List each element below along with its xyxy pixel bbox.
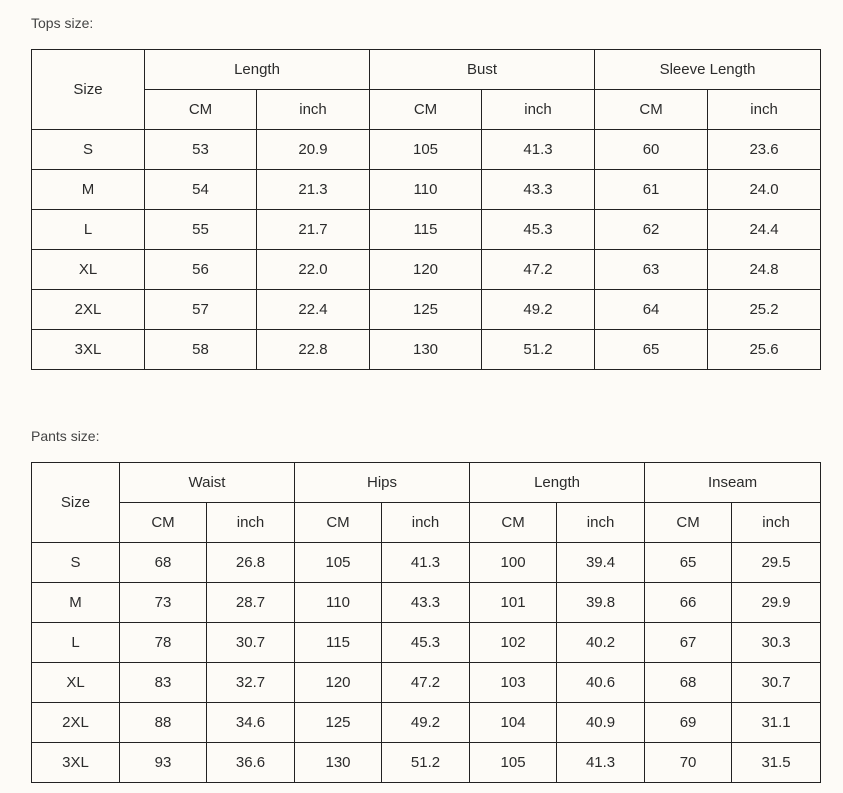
pants-value-cell: 83 [120,663,207,703]
pants-value-cell: 93 [120,743,207,783]
pants-value-cell: 43.3 [382,583,470,623]
pants-size-cell: M [32,583,120,623]
tops-value-cell: 60 [595,130,708,170]
tops-unit-header: inch [257,90,370,130]
tops-table-row [32,290,821,330]
pants-value-cell: 101 [470,583,557,623]
pants-value-cell: 31.5 [732,743,821,783]
tops-value-cell: 49.2 [482,290,595,330]
pants-unit-header: inch [732,503,821,543]
pants-value-cell: 40.6 [557,663,645,703]
tops-size-header: Size [32,50,145,130]
pants-value-cell: 28.7 [207,583,295,623]
pants-table-row [32,623,821,663]
pants-value-cell: 40.9 [557,703,645,743]
pants-value-cell: 104 [470,703,557,743]
pants-size-table [31,462,821,783]
tops-table-row [32,250,821,290]
tops-value-cell: 120 [370,250,482,290]
tops-value-cell: 24.0 [708,170,821,210]
tops-value-cell: 64 [595,290,708,330]
pants-value-cell: 105 [470,743,557,783]
tops-value-cell: 41.3 [482,130,595,170]
tops-size-cell: XL [32,250,145,290]
tops-value-cell: 43.3 [482,170,595,210]
tops-unit-header: inch [708,90,821,130]
pants-value-cell: 51.2 [382,743,470,783]
tops-value-cell: 55 [145,210,257,250]
pants-group-header-row [32,463,821,503]
tops-unit-header: CM [370,90,482,130]
tops-group-header: Sleeve Length [595,50,821,90]
pants-value-cell: 41.3 [557,743,645,783]
tops-table-row [32,330,821,370]
tops-value-cell: 110 [370,170,482,210]
pants-value-cell: 100 [470,543,557,583]
tops-table-row [32,210,821,250]
pants-unit-header: CM [295,503,382,543]
pants-value-cell: 34.6 [207,703,295,743]
pants-group-header: Hips [295,463,470,503]
pants-value-cell: 78 [120,623,207,663]
pants-value-cell: 47.2 [382,663,470,703]
pants-value-cell: 67 [645,623,732,663]
pants-value-cell: 39.4 [557,543,645,583]
tops-value-cell: 56 [145,250,257,290]
tops-unit-header: CM [145,90,257,130]
tops-value-cell: 61 [595,170,708,210]
pants-value-cell: 30.7 [207,623,295,663]
pants-value-cell: 130 [295,743,382,783]
pants-value-cell: 31.1 [732,703,821,743]
tops-value-cell: 47.2 [482,250,595,290]
pants-value-cell: 39.8 [557,583,645,623]
tops-value-cell: 45.3 [482,210,595,250]
tops-value-cell: 125 [370,290,482,330]
pants-value-cell: 32.7 [207,663,295,703]
pants-value-cell: 36.6 [207,743,295,783]
tops-value-cell: 22.4 [257,290,370,330]
pants-value-cell: 30.3 [732,623,821,663]
pants-value-cell: 30.7 [732,663,821,703]
tops-value-cell: 62 [595,210,708,250]
pants-value-cell: 41.3 [382,543,470,583]
tops-value-cell: 23.6 [708,130,821,170]
pants-unit-header: inch [382,503,470,543]
pants-table-row [32,743,821,783]
tops-value-cell: 21.7 [257,210,370,250]
tops-size-cell: 3XL [32,330,145,370]
tops-value-cell: 25.2 [708,290,821,330]
pants-value-cell: 45.3 [382,623,470,663]
pants-table-row [32,543,821,583]
tops-group-header-row [32,50,821,90]
pants-unit-header: CM [470,503,557,543]
pants-value-cell: 66 [645,583,732,623]
tops-value-cell: 130 [370,330,482,370]
tops-size-table [31,49,821,370]
tops-value-cell: 25.6 [708,330,821,370]
pants-size-cell: 2XL [32,703,120,743]
pants-value-cell: 110 [295,583,382,623]
tops-size-cell: 2XL [32,290,145,330]
tops-value-cell: 22.8 [257,330,370,370]
tops-value-cell: 20.9 [257,130,370,170]
tops-group-header: Length [145,50,370,90]
tops-value-cell: 65 [595,330,708,370]
tops-size-cell: S [32,130,145,170]
pants-value-cell: 29.5 [732,543,821,583]
pants-value-cell: 26.8 [207,543,295,583]
tops-value-cell: 53 [145,130,257,170]
pants-unit-header: CM [120,503,207,543]
pants-value-cell: 102 [470,623,557,663]
pants-table-row [32,703,821,743]
tops-value-cell: 51.2 [482,330,595,370]
pants-size-header: Size [32,463,120,543]
pants-size-cell: 3XL [32,743,120,783]
pants-table-row [32,663,821,703]
tops-value-cell: 63 [595,250,708,290]
pants-group-header: Length [470,463,645,503]
pants-value-cell: 73 [120,583,207,623]
tops-unit-header: CM [595,90,708,130]
pants-value-cell: 125 [295,703,382,743]
pants-value-cell: 115 [295,623,382,663]
pants-size-title: Pants size: [31,428,100,444]
pants-table-row [32,583,821,623]
tops-table-row [32,130,821,170]
pants-group-header: Waist [120,463,295,503]
pants-value-cell: 88 [120,703,207,743]
pants-value-cell: 68 [645,663,732,703]
pants-value-cell: 69 [645,703,732,743]
tops-group-header: Bust [370,50,595,90]
tops-value-cell: 22.0 [257,250,370,290]
pants-value-cell: 40.2 [557,623,645,663]
pants-unit-header: inch [557,503,645,543]
pants-size-cell: L [32,623,120,663]
pants-size-cell: XL [32,663,120,703]
tops-value-cell: 115 [370,210,482,250]
tops-value-cell: 21.3 [257,170,370,210]
tops-value-cell: 105 [370,130,482,170]
tops-size-title: Tops size: [31,15,94,31]
pants-size-cell: S [32,543,120,583]
pants-value-cell: 105 [295,543,382,583]
tops-unit-header: inch [482,90,595,130]
tops-table-row [32,170,821,210]
tops-value-cell: 54 [145,170,257,210]
tops-value-cell: 58 [145,330,257,370]
pants-value-cell: 103 [470,663,557,703]
tops-value-cell: 24.4 [708,210,821,250]
pants-value-cell: 65 [645,543,732,583]
tops-value-cell: 24.8 [708,250,821,290]
pants-value-cell: 120 [295,663,382,703]
pants-unit-header: CM [645,503,732,543]
tops-unit-header-row [32,90,821,130]
tops-value-cell: 57 [145,290,257,330]
tops-size-cell: M [32,170,145,210]
pants-unit-header-row [32,503,821,543]
pants-value-cell: 49.2 [382,703,470,743]
pants-unit-header: inch [207,503,295,543]
pants-value-cell: 68 [120,543,207,583]
pants-value-cell: 29.9 [732,583,821,623]
tops-size-cell: L [32,210,145,250]
pants-group-header: Inseam [645,463,821,503]
pants-value-cell: 70 [645,743,732,783]
